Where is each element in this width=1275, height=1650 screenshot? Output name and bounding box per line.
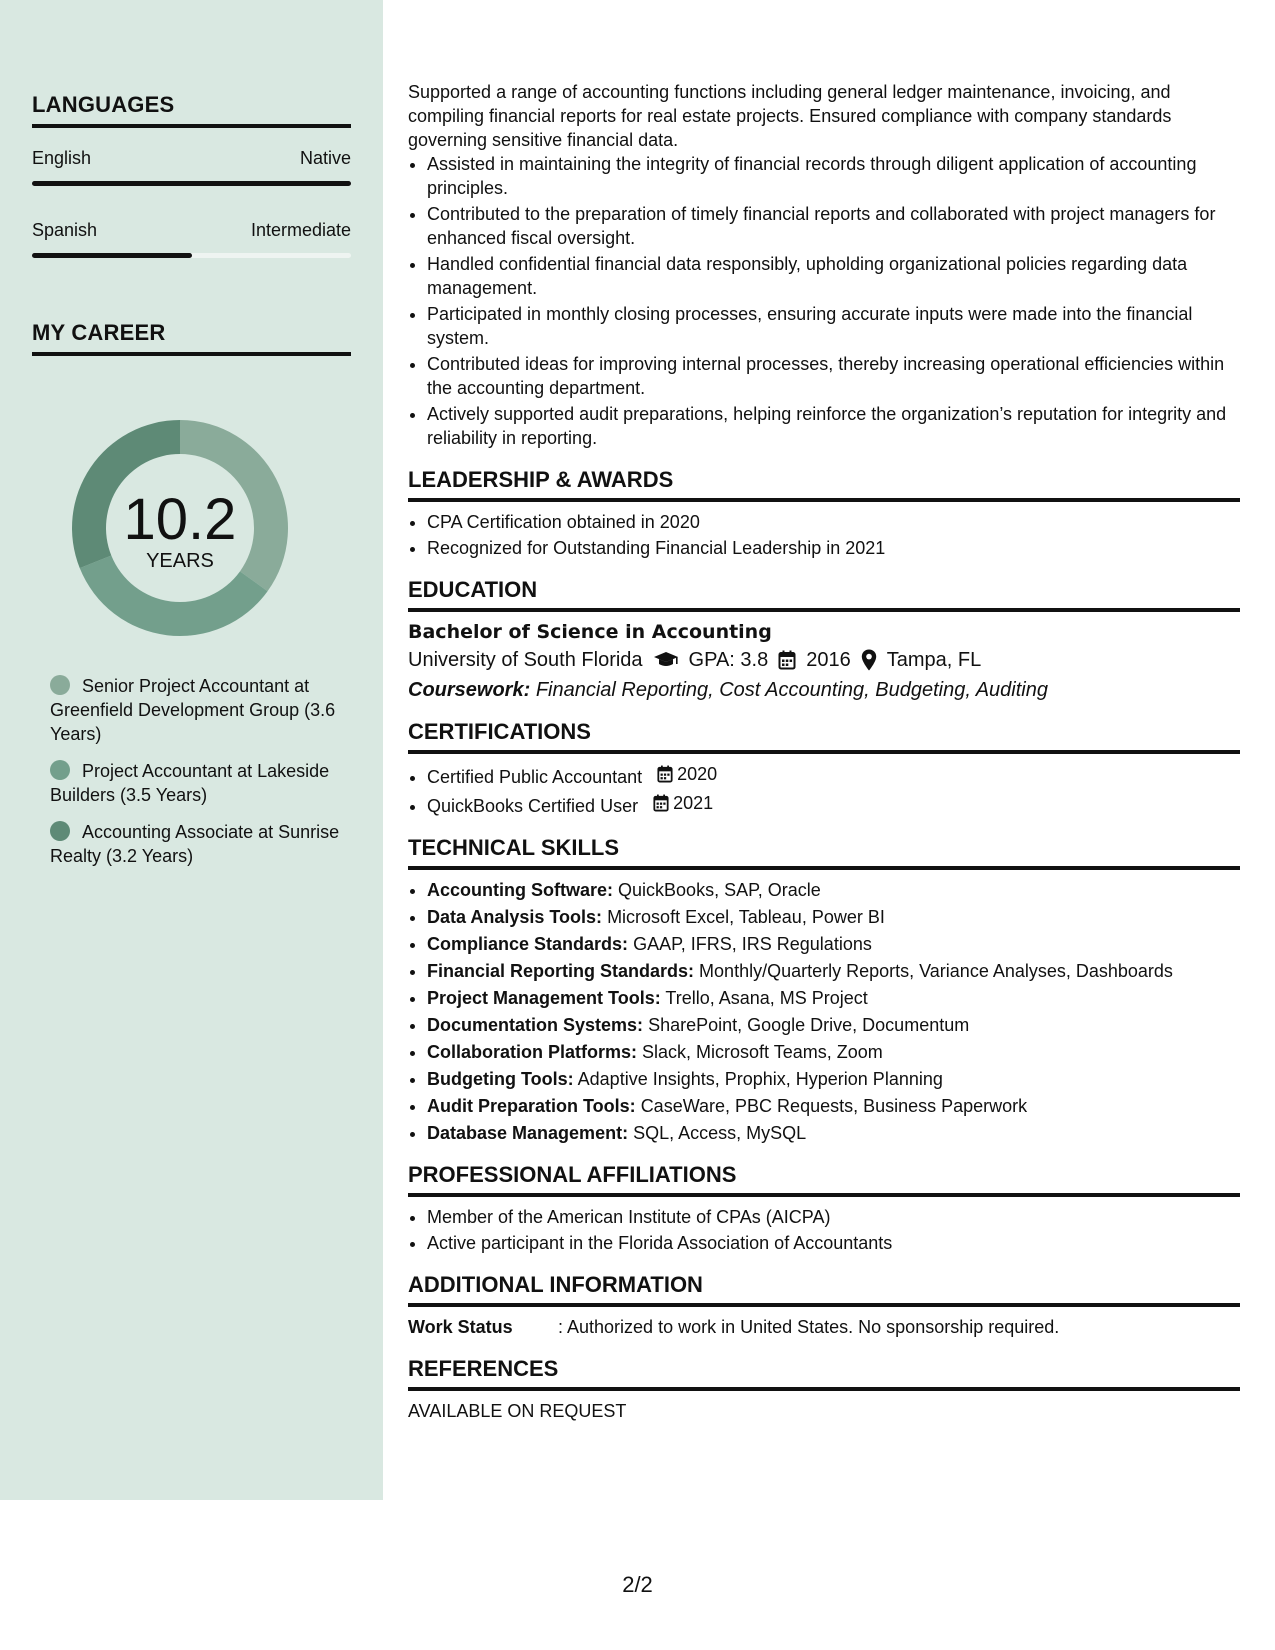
certification-date <box>653 791 713 815</box>
affiliation-item: • Member of the American Institute of CPAs (AICPA) <box>427 1205 1240 1229</box>
skill-item <box>427 878 1240 902</box>
map-pin-icon <box>861 649 877 671</box>
graduation-cap-icon <box>653 651 679 669</box>
career-entry <box>50 820 340 868</box>
affiliations-title: PROFESSIONAL AFFILIATIONS <box>408 1163 1240 1197</box>
leadership-item: • CPA Certification obtained in 2020 <box>427 510 1240 534</box>
career-legend <box>50 674 340 881</box>
experience-bullet: • Handled confidential financial data responsibly, upholding organizational policies regarding data management. <box>427 252 1240 300</box>
skill-item <box>427 986 1240 1010</box>
language-item-spanish <box>32 220 351 258</box>
experience-bullet: • Actively supported audit preparations, helping reinforce the organization’s reputation for integrity and reliability in reporting. <box>427 402 1240 450</box>
skill-label: Data Analysis Tools: <box>427 907 603 927</box>
leadership-title: LEADERSHIP & AWARDS <box>408 468 1240 502</box>
calendar-icon <box>657 765 673 783</box>
skill-value: Microsoft Excel, Tableau, Power BI <box>607 907 885 927</box>
skill-item <box>427 1121 1240 1145</box>
education-coursework <box>408 678 1240 702</box>
languages-section <box>32 92 351 258</box>
education-gpa: GPA: 3.8 <box>688 649 769 671</box>
skill-value: CaseWare, PBC Requests, Business Paperwork <box>640 1096 1028 1116</box>
languages-title: LANGUAGES <box>32 92 351 128</box>
education-year: 2016 <box>806 649 851 671</box>
leadership-item: • Recognized for Outstanding Financial Leadership in 2021 <box>427 536 1240 560</box>
skill-value: QuickBooks, SAP, Oracle <box>618 880 821 900</box>
certification-date <box>657 762 717 786</box>
certification-item <box>427 762 1240 789</box>
skill-label: Compliance Standards: <box>427 934 629 954</box>
certification-name: Certified Public Accountant <box>427 767 643 787</box>
references-text: AVAILABLE ON REQUEST <box>408 1401 627 1421</box>
career-total-years: 10.2 <box>123 487 237 552</box>
skill-item <box>427 1040 1240 1064</box>
education-school: University of South Florida <box>408 649 643 671</box>
language-level: Intermediate <box>250 220 351 240</box>
skill-item <box>427 959 1240 983</box>
certification-item <box>427 791 1240 818</box>
education-degree: Bachelor of Science in Accounting <box>408 621 772 643</box>
skill-value: Monthly/Quarterly Reports, Variance Analyses, Dashboards <box>699 961 1173 981</box>
experience-bullet: • Participated in monthly closing processes, ensuring accurate inputs were made into the financial system. <box>427 302 1240 350</box>
skill-label: Accounting Software: <box>427 880 614 900</box>
skill-label: Audit Preparation Tools: <box>427 1096 636 1116</box>
language-level-fill <box>32 253 192 258</box>
career-donut-chart <box>66 414 294 642</box>
skill-item <box>427 1013 1240 1037</box>
career-entry <box>50 674 340 746</box>
experience-summary: Supported a range of accounting functions including general ledger maintenance, invoicing, and compiling financial reports for real estate projects. Ensured compliance with company standards governing sensitive financial data. <box>408 82 1172 150</box>
skill-label: Documentation Systems: <box>427 1015 644 1035</box>
skill-value: Slack, Microsoft Teams, Zoom <box>642 1042 883 1062</box>
certifications-title: CERTIFICATIONS <box>408 720 1240 754</box>
additional-title: ADDITIONAL INFORMATION <box>408 1273 1240 1307</box>
language-item-english <box>32 148 351 186</box>
affiliation-item: • Active participant in the Florida Association of Accountants <box>427 1231 1240 1255</box>
leadership-list <box>408 510 1240 560</box>
skill-label: Budgeting Tools: <box>427 1069 574 1089</box>
language-level-bar <box>32 181 351 186</box>
skill-label: Financial Reporting Standards: <box>427 961 695 981</box>
skill-value: SharePoint, Google Drive, Documentum <box>648 1015 970 1035</box>
calendar-icon <box>778 650 796 670</box>
skill-item <box>427 905 1240 929</box>
skill-value: Adaptive Insights, Prophix, Hyperion Planning <box>577 1069 943 1089</box>
skill-label: Project Management Tools: <box>427 988 661 1008</box>
skill-value: Trello, Asana, MS Project <box>665 988 868 1008</box>
legend-dot <box>50 821 70 841</box>
education-details <box>408 648 1240 672</box>
skill-item <box>427 1094 1240 1118</box>
work-status-row <box>408 1315 1240 1339</box>
language-level-fill <box>32 181 351 186</box>
work-status-value: : Authorized to work in United States. No sponsorship required. <box>558 1317 1060 1337</box>
experience-bullet: • Assisted in maintaining the integrity of financial records through diligent application of accounting principles. <box>427 152 1240 200</box>
skill-value: GAAP, IFRS, IRS Regulations <box>633 934 872 954</box>
coursework-label: Coursework: <box>408 679 531 701</box>
career-entry-text: Project Accountant at Lakeside Builders (3.5 Years) <box>50 761 330 805</box>
career-entry-text: Senior Project Accountant at Greenfield Development Group (3.6 Years) <box>50 676 336 744</box>
main-content <box>408 80 1240 1423</box>
certification-year: 2021 <box>673 793 714 813</box>
education-title: EDUCATION <box>408 578 1240 612</box>
skills-title: TECHNICAL SKILLS <box>408 836 1240 870</box>
career-title: MY CAREER <box>32 320 351 356</box>
sidebar <box>0 0 383 1500</box>
references-title: REFERENCES <box>408 1357 1240 1391</box>
certification-name: QuickBooks Certified User <box>427 796 639 816</box>
coursework-value: Financial Reporting, Cost Accounting, Budgeting, Auditing <box>535 679 1048 701</box>
language-name: English <box>32 148 92 168</box>
career-entry-text: Accounting Associate at Sunrise Realty (3.2 Years) <box>50 822 340 866</box>
experience-bullet: • Contributed to the preparation of timely financial reports and collaborated with project managers for enhanced fiscal oversight. <box>427 202 1240 250</box>
language-name: Spanish <box>32 220 98 240</box>
work-status-label: Work Status <box>408 1317 513 1337</box>
skill-value: SQL, Access, MySQL <box>633 1123 807 1143</box>
legend-dot <box>50 760 70 780</box>
career-section <box>32 320 351 356</box>
language-level: Native <box>299 148 351 168</box>
experience-bullet: • Contributed ideas for improving internal processes, thereby increasing operational efficiencies within the accounting department. <box>427 352 1240 400</box>
legend-dot <box>50 675 70 695</box>
skills-list <box>408 878 1240 1145</box>
affiliations-list <box>408 1205 1240 1255</box>
career-total-unit: YEARS <box>146 550 214 572</box>
calendar-icon <box>653 794 669 812</box>
skill-label: Collaboration Platforms: <box>427 1042 638 1062</box>
language-level-bar <box>32 253 351 258</box>
skill-item <box>427 1067 1240 1091</box>
education-location: Tampa, FL <box>886 649 982 671</box>
certifications-list <box>408 762 1240 818</box>
skill-label: Database Management: <box>427 1123 629 1143</box>
skill-item <box>427 932 1240 956</box>
experience-bullets <box>408 152 1240 450</box>
certification-year: 2020 <box>677 764 718 784</box>
career-entry <box>50 759 340 807</box>
page-number: 2/2 <box>622 1572 653 1597</box>
